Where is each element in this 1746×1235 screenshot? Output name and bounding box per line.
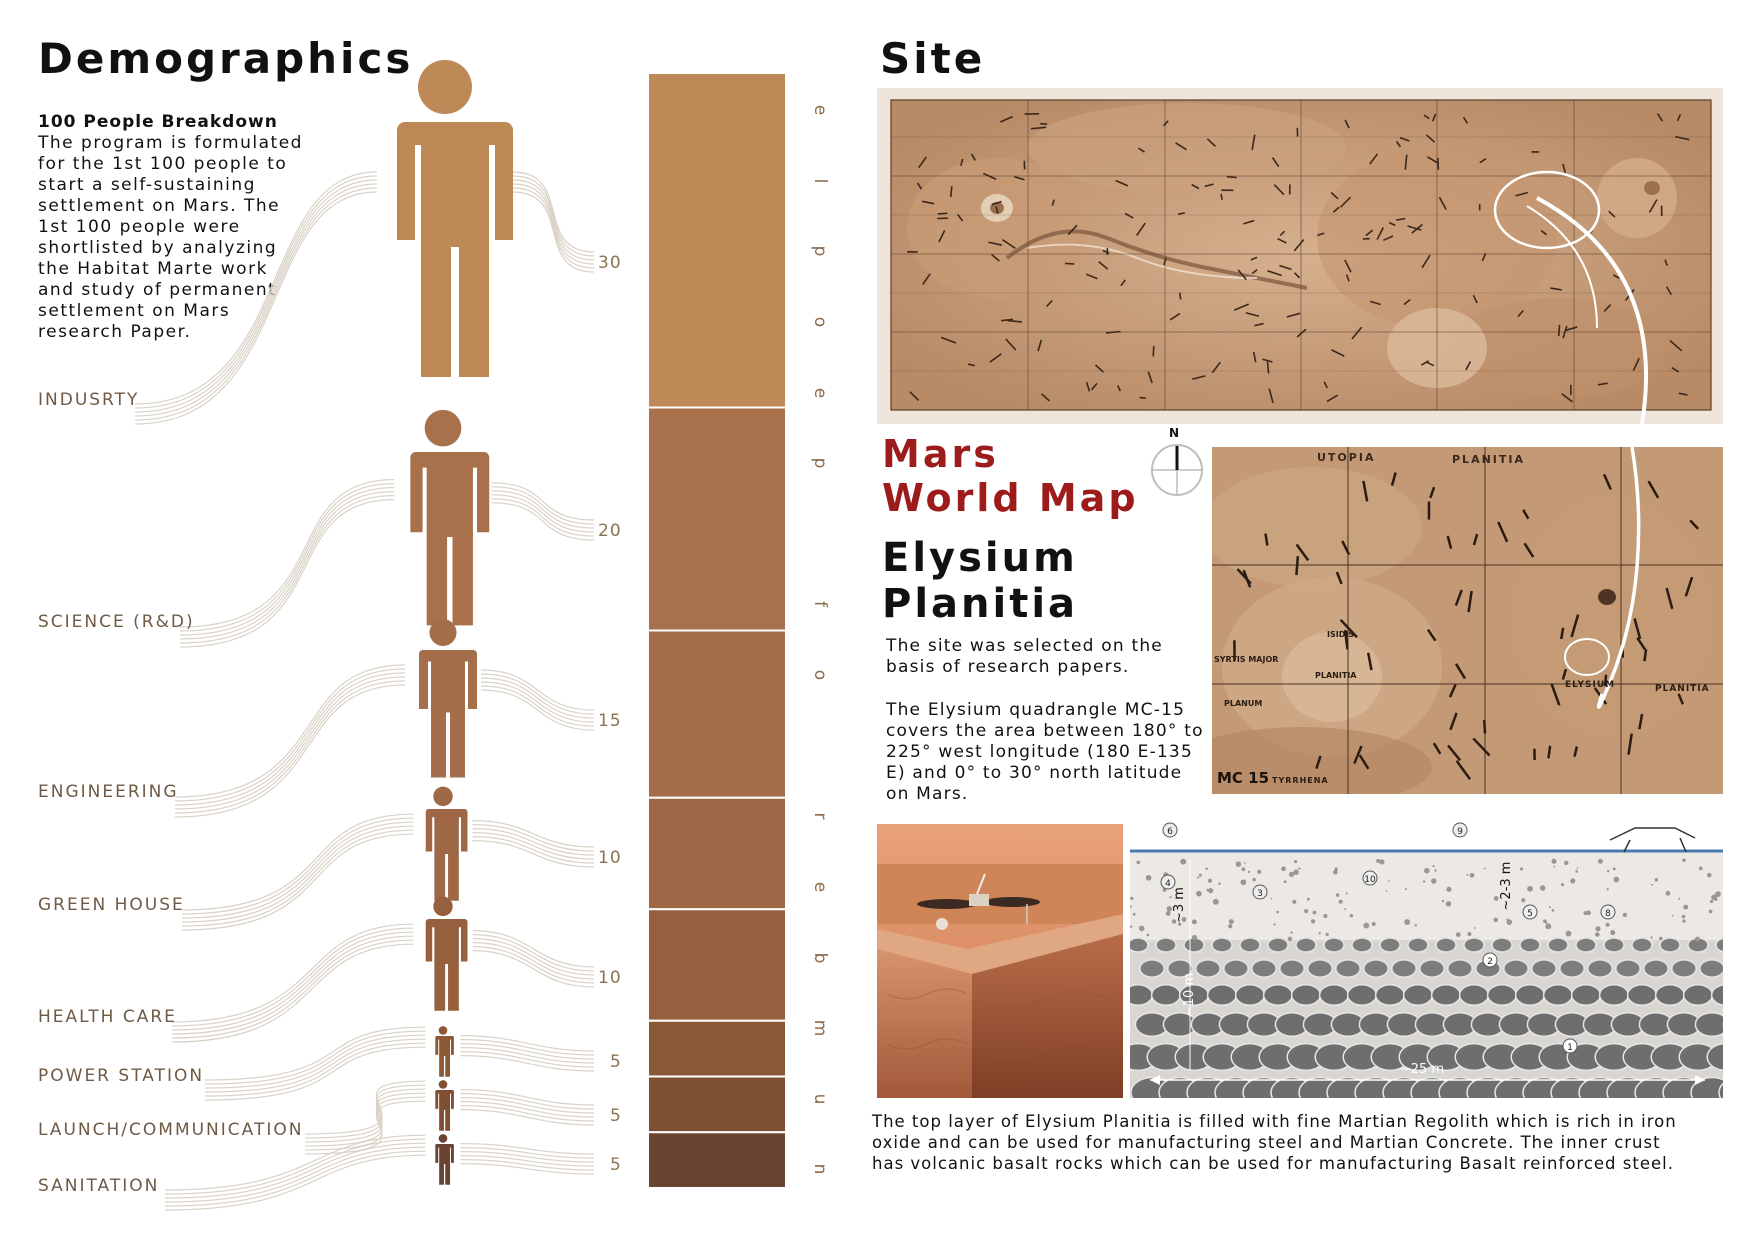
bar-segment-3 <box>648 798 786 910</box>
axis-letter: e <box>810 104 830 116</box>
sector-label-engineering: ENGINEERING <box>38 782 179 802</box>
sector-label-power-station: POWER STATION <box>38 1066 205 1086</box>
intro-title: 100 People Breakdown <box>38 112 278 132</box>
count-label-green-house: 10 <box>598 848 622 868</box>
north-label: N <box>1169 426 1180 440</box>
person-icon-6 <box>433 1080 453 1131</box>
bar-segment-4 <box>648 909 786 1021</box>
count-label-power-station: 5 <box>610 1052 622 1072</box>
depth-label-3m: ~3 m <box>1172 887 1187 923</box>
map-title-line1: Mars <box>882 432 999 476</box>
bar-segment-1 <box>648 408 786 631</box>
site-heading: Site <box>880 34 986 83</box>
quad-label-isidis: ISIDIS <box>1327 630 1355 639</box>
bar-segment-7 <box>648 1132 786 1188</box>
quad-label-elysium: ELYSIUM <box>1565 680 1616 690</box>
axis-letter: p <box>810 245 830 257</box>
svg-text:3: 3 <box>1257 889 1263 899</box>
axis-label-number-of-people <box>810 70 832 1200</box>
svg-text:5: 5 <box>1527 909 1533 919</box>
bar-segment-0 <box>648 73 786 408</box>
count-label-launch: 5 <box>610 1106 622 1126</box>
site-name-line1: Elysium <box>882 535 1078 581</box>
depth-label-10m: ~10 m <box>1182 972 1197 1018</box>
axis-letter: n <box>810 1163 830 1175</box>
axis-letter: e <box>810 881 830 893</box>
elysium-quadrangle-map <box>1212 447 1723 794</box>
width-label-25m: ~25 m <box>1399 1062 1445 1077</box>
person-icon-2 <box>413 619 477 778</box>
axis-letter: o <box>810 316 830 328</box>
quad-label-mc15: MC 15 <box>1217 769 1270 787</box>
quad-label-planitia-1: PLANITIA <box>1452 453 1525 466</box>
depth-label-2-3m: ~2-3 m <box>1499 861 1514 911</box>
person-icon-3 <box>421 787 467 901</box>
bar-segment-6 <box>648 1077 786 1133</box>
quad-label-tyrrhena: TYRRHENA <box>1272 776 1329 785</box>
quad-label-planitia-3: PLANITIA <box>1315 671 1357 680</box>
sector-label-health-care: HEALTH CARE <box>38 1007 177 1027</box>
site-paragraph-2: The Elysium quadrangle MC-15 covers the area between 180° to 225° west longitude (180 E-135 E) and 0° to 30° north latitude on Mars. <box>886 700 1204 804</box>
svg-text:8: 8 <box>1605 909 1611 919</box>
person-icon-4 <box>421 897 467 1011</box>
intro-body: The program is formulated for the 1st 100 people to start a self-sustaining settlement on Mars. The 1st 100 people were shortlisted by analyzing the Habitat Marte work and study of permanent settlement on Mars research Paper. <box>38 133 303 342</box>
svg-text:9: 9 <box>1457 827 1463 837</box>
quad-label-utopia: UTOPIA <box>1317 451 1376 464</box>
site-name-line2: Planitia <box>882 581 1079 627</box>
svg-text:1: 1 <box>1567 1043 1573 1053</box>
person-icon-1 <box>402 410 489 626</box>
sector-label-industry: INDUSRTY <box>38 390 140 410</box>
svg-text:4: 4 <box>1165 879 1171 889</box>
sector-label-science: SCIENCE (R&D) <box>38 612 195 632</box>
lander-photo <box>877 824 1123 1098</box>
count-label-health-care: 10 <box>598 968 622 988</box>
sector-label-launch: LAUNCH/COMMUNICATION <box>38 1120 304 1140</box>
svg-text:2: 2 <box>1487 957 1493 967</box>
axis-letter: r <box>810 812 830 820</box>
quad-label-planitia-2: PLANITIA <box>1655 684 1710 694</box>
axis-letter: f <box>810 601 830 608</box>
quad-label-planum: PLANUM <box>1224 699 1263 708</box>
bottom-description: The top layer of Elysium Planitia is filled with fine Martian Regolith which is rich in iron oxide and can be used for manufacturing steel and Martian Concrete. The inner crust has volcanic basalt rocks which can be used for manufacturing Basalt reinforced steel. <box>872 1112 1677 1173</box>
ground-cross-section <box>1130 820 1723 1098</box>
flow-lines <box>135 172 594 1210</box>
map-title-line2: World Map <box>882 476 1139 520</box>
axis-letter: m <box>810 1019 830 1037</box>
axis-letter: l <box>810 178 830 183</box>
axis-letter: p <box>810 457 830 469</box>
compass-icon <box>1148 441 1206 499</box>
count-label-engineering: 15 <box>598 711 622 731</box>
axis-letter: b <box>810 952 830 963</box>
quad-label-syrtis-major: SYRTIS MAJOR <box>1214 655 1279 664</box>
site-paragraph-1: The site was selected on the basis of research papers. <box>886 636 1163 677</box>
bar-segment-5 <box>648 1021 786 1077</box>
sector-label-sanitation: SANITATION <box>38 1176 160 1196</box>
axis-letter: e <box>810 387 830 398</box>
svg-text:6: 6 <box>1167 827 1173 837</box>
mars-world-map <box>877 88 1723 424</box>
person-icon-5 <box>433 1026 453 1077</box>
person-icon-0 <box>385 60 513 377</box>
sector-label-green-house: GREEN HOUSE <box>38 895 185 915</box>
axis-letter: u <box>810 1093 830 1105</box>
count-label-industry: 30 <box>598 253 622 273</box>
count-label-science: 20 <box>598 521 622 541</box>
bar-segment-2 <box>648 631 786 798</box>
svg-text:10: 10 <box>1364 875 1376 885</box>
axis-letter: o <box>810 669 830 681</box>
demographics-heading: Demographics <box>38 34 414 83</box>
person-icon-7 <box>433 1134 453 1185</box>
count-label-sanitation: 5 <box>610 1155 622 1175</box>
